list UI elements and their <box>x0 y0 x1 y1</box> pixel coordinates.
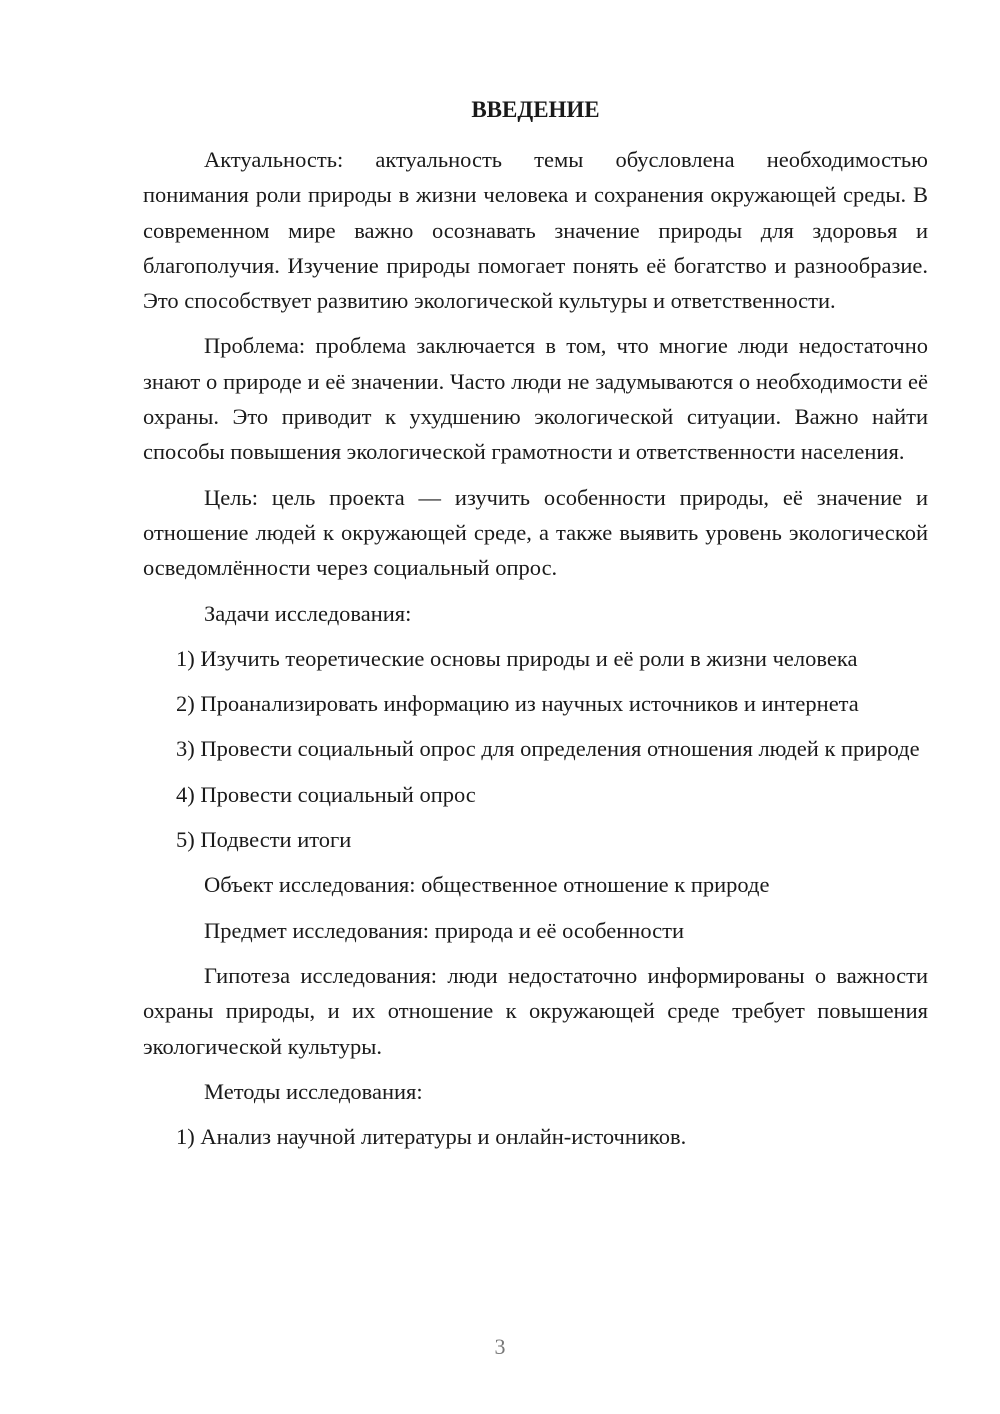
page-content <box>143 96 928 1154</box>
object-paragraph: Объект исследования: общественное отношение к природе <box>204 872 770 898</box>
task-item-2: 2) Проанализировать информацию из научных источников и интернета <box>176 691 859 717</box>
method-item-1: 1) Анализ научной литературы и онлайн-источников. <box>176 1124 687 1150</box>
page-number: 3 <box>494 1334 506 1359</box>
problem-paragraph: Проблема: проблема заключается в том, что многие люди недостаточно знают о природе и её значении. Часто люди не задумываются о необходимости её охраны. Это приводит к ухудшению экологической ситуации. Важно найти способы повышения экологической грамотности и ответственности населения. <box>143 333 928 465</box>
subject-paragraph: Предмет исследования: природа и её особенности <box>204 917 685 943</box>
task-item-4: 4) Провести социальный опрос <box>176 781 476 807</box>
methods-heading: Методы исследования: <box>204 1078 423 1104</box>
task-item-3: 3) Провести социальный опрос для определения отношения людей к природе <box>176 736 920 762</box>
task-item-1: 1) Изучить теоретические основы природы и её роли в жизни человека <box>176 645 858 671</box>
goal-paragraph: Цель: цель проекта — изучить особенности природы, её значение и отношение людей к окружающей среде, а также выявить уровень экологической осведомлённости через социальный опрос. <box>143 484 928 581</box>
hypothesis-paragraph: Гипотеза исследования: люди недостаточно информированы о важности охраны природы, и их отношение к окружающей среде требует повышения экологической культуры. <box>143 962 928 1059</box>
tasks-heading: Задачи исследования: <box>204 600 412 626</box>
task-item-5: 5) Подвести итоги <box>176 827 352 853</box>
page-title: ВВЕДЕНИЕ <box>471 97 600 122</box>
relevance-paragraph: Актуальность: актуальность темы обусловлена необходимостью понимания роли природы в жизни человека и сохранения окружающей среды. В современном мире важно осознавать значение природы для здоровья и благополучия. Изучение природы помогает понять её богатство и разнообразие. Это способствует развитию экологической культуры и ответственности. <box>143 147 928 314</box>
